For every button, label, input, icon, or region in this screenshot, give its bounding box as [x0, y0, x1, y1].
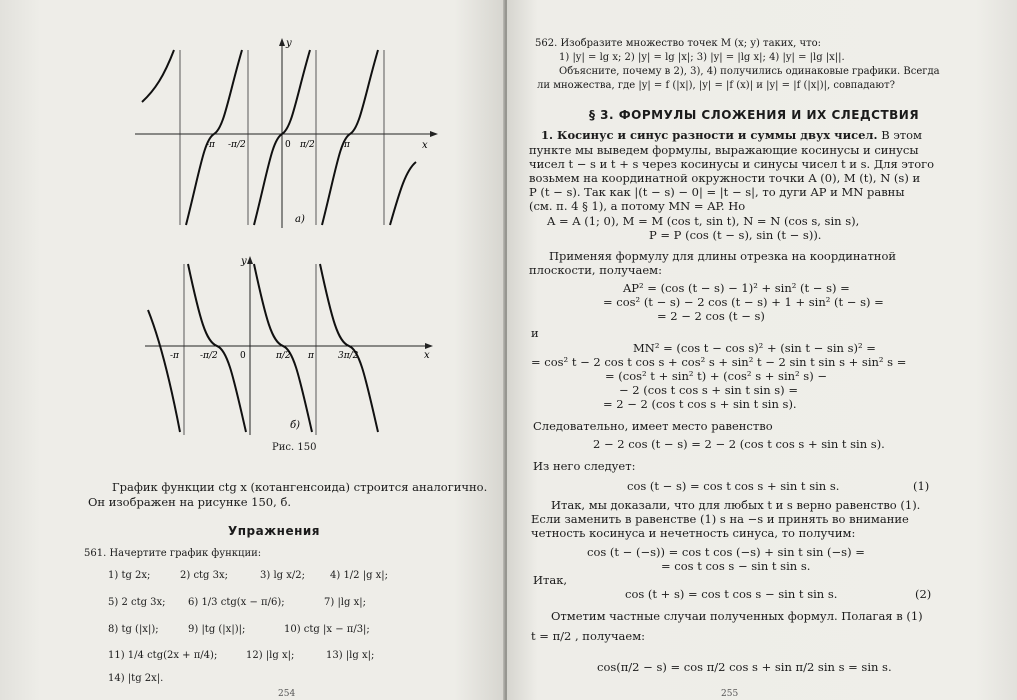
- graph-a-y-label: y: [286, 38, 292, 49]
- special-cases-line: Отметим частные случаи полученных формул. Полагая в (1): [551, 609, 923, 623]
- ap-equation-3: = 2 − 2 cos (t − s): [657, 309, 765, 323]
- graph-b-tick-5: 3π/2: [338, 351, 359, 361]
- consequently-line: Следовательно, имеет место равенство: [533, 419, 773, 433]
- mn-equation-4: − 2 (cos t cos s + sin t sin s) =: [619, 383, 798, 397]
- proved-line-3: четность косинуса и нечетность синуса, то получим:: [531, 526, 856, 540]
- tangent-branch-1: [186, 50, 242, 225]
- graph-b-x-label: x: [424, 350, 430, 361]
- and-word: и: [531, 326, 539, 340]
- cotangent-branch-3: [320, 264, 378, 432]
- exercise-item: 9) |tg (|x|)|;: [188, 624, 246, 635]
- cotangent-branch-1: [188, 264, 246, 432]
- exercises-heading: Упражнения: [228, 524, 321, 538]
- intro-line: (см. п. 4 § 1), а потому MN = AP. Но: [529, 199, 746, 213]
- figure-caption: Рис. 150: [272, 442, 317, 453]
- intro-first-line: [541, 128, 922, 142]
- ex562-line-1: 562. Изобразите множество точек M (x; y) таких, что:: [535, 38, 822, 49]
- paragraph-line-1: График функции ctg x (котангенсоида) строится аналогично.: [112, 480, 488, 494]
- tangent-branch-3: [322, 50, 378, 225]
- exercise-item: 7) |lg x|;: [324, 597, 366, 608]
- special-t-line: t = π/2 , получаем:: [531, 629, 646, 643]
- left-page: [0, 0, 505, 700]
- proved-line-2: Если заменить в равенстве (1) s на −s и принять во внимание: [531, 512, 909, 526]
- proved-line-1: Итак, мы доказали, что для любых t и s верно равенство (1).: [551, 498, 921, 512]
- ex562-line-3: Объясните, почему в 2), 3), 4) получились одинаковые графики. Всегда: [559, 66, 940, 77]
- graph-b-tick-1: -π: [170, 351, 179, 361]
- graph-b-caption: б): [290, 420, 301, 431]
- graph-a-origin: 0: [285, 140, 291, 150]
- graph-a-tick-2: -π/2: [228, 140, 246, 150]
- graph-b-tick-4: π: [308, 351, 314, 361]
- mn-equation-5: = 2 − 2 (cos t cos s + sin t sin s).: [603, 397, 797, 411]
- intro-line: P (t − s). Так как |(t − s) − 0| = |t − s|, то дуги AP и MN равны: [529, 185, 905, 199]
- exercise-item: 6) 1/3 ctg(x − π/6);: [188, 597, 285, 608]
- points-equation-1: A = A (1; 0), M = M (cos t, sin t), N = N (cos s, sin s),: [547, 214, 860, 228]
- exercise-item: 2) ctg 3x;: [180, 570, 229, 581]
- exercise-item: 5) 2 ctg 3x;: [108, 597, 166, 608]
- intro-line: чисел t − s и t + s через косинусы и синусы чисел t и s. Для этого: [529, 157, 935, 171]
- graph-a-tick-4: π: [344, 140, 350, 150]
- graph-a-caption: а): [295, 214, 305, 225]
- exercise-item: 14) |tg 2x|.: [108, 673, 164, 684]
- right-page: [507, 0, 1017, 700]
- exercise-item: 12) |lg x|;: [246, 650, 295, 661]
- graph-a-x-label: x: [422, 140, 428, 151]
- exercise-item: 4) 1/2 |g x|;: [330, 570, 389, 581]
- graph-b: [140, 250, 440, 440]
- exercise-item: 1) tg 2x;: [108, 570, 151, 581]
- subsection-label: 1. Косинус и синус разности и суммы двух чисел.: [541, 128, 878, 142]
- intro-line: пункте мы выведем формулы, выражающие косинусы и синусы: [529, 143, 919, 157]
- equality-line: 2 − 2 cos (t − s) = 2 − 2 (cos t cos s + sin t sin s).: [593, 437, 885, 451]
- tangent-branch-4: [390, 162, 416, 225]
- mn-equation-1: MN² = (cos t − cos s)² + (sin t − sin s)² =: [633, 341, 876, 355]
- exercise-item: 13) |lg x|;: [326, 650, 375, 661]
- exercise-item: 8) tg (|x|);: [108, 624, 159, 635]
- itak-word: Итак,: [533, 573, 568, 587]
- graph-b-tick-3: π/2: [276, 351, 291, 361]
- cotangent-branch-2: [254, 264, 312, 432]
- distance-line-1: Применяя формулу для длины отрезка на координатной: [549, 249, 897, 263]
- ap-equation-2: = cos² (t − s) − 2 cos (t − s) + 1 + sin² (t − s) =: [603, 295, 884, 309]
- ap-equation-1: AP² = (cos (t − s) − 1)² + sin² (t − s) =: [623, 281, 850, 295]
- graph-b-origin: 0: [240, 351, 246, 361]
- ex562-line-4: ли множества, где |y| = f (|x|), |y| = |f (x)| и |y| = |f (|x|)|, совпадают?: [537, 80, 895, 91]
- graph-a-tick-1: -π: [206, 140, 215, 150]
- graph-a: [120, 30, 450, 240]
- cotangent-branch-0: [148, 310, 180, 432]
- distance-line-2: плоскости, получаем:: [529, 263, 662, 277]
- graph-b-tick-2: -π/2: [200, 351, 218, 361]
- points-equation-2: P = P (cos (t − s), sin (t − s)).: [649, 228, 822, 242]
- page-number-right: 255: [721, 689, 739, 699]
- formula-1: cos (t − s) = cos t cos s + sin t sin s.: [627, 479, 840, 493]
- exercise-item: 11) 1/4 ctg(2x + π/4);: [108, 650, 218, 661]
- exercise-item: 10) ctg |x − π/3|;: [284, 624, 370, 635]
- formula-2-number: (2): [915, 587, 932, 601]
- paragraph-line-2: Он изображен на рисунке 150, б.: [88, 495, 292, 509]
- tangent-branch-0: [142, 50, 174, 102]
- formula-2: cos (t + s) = cos t cos s − sin t sin s.: [625, 587, 838, 601]
- exercise-561-intro: 561. Начертите график функции:: [84, 548, 262, 559]
- mn-equation-2: = cos² t − 2 cos t cos s + cos² s + sin² t − 2 sin t sin s + sin² s =: [531, 355, 907, 369]
- mn-equation-3: = (cos² t + sin² t) + (cos² s + sin² s) −: [605, 369, 827, 383]
- graph-a-tick-3: π/2: [300, 140, 315, 150]
- intro-line: возьмем на координатной окружности точки A (0), M (t), N (s) и: [529, 171, 921, 185]
- page-number-left: 254: [278, 689, 296, 699]
- formula-1-number: (1): [913, 479, 930, 493]
- negation-equation-1: cos (t − (−s)) = cos t cos (−s) + sin t sin (−s) =: [587, 545, 865, 559]
- graph-b-y-label: y: [241, 256, 247, 267]
- final-equation: cos(π/2 − s) = cos π/2 cos s + sin π/2 sin s = sin s.: [597, 660, 892, 674]
- section-heading: § 3. ФОРМУЛЫ СЛОЖЕНИЯ И ИХ СЛЕДСТВИЯ: [589, 108, 920, 122]
- intro-first-tail: В этом: [881, 128, 922, 142]
- exercise-item: 3) lg x/2;: [260, 570, 305, 581]
- follows-line: Из него следует:: [533, 459, 636, 473]
- negation-equation-2: = cos t cos s − sin t sin s.: [661, 559, 811, 573]
- ex562-line-2: 1) |y| = lg x; 2) |y| = lg |x|; 3) |y| = |lg x|; 4) |y| = |lg |x||.: [559, 52, 845, 63]
